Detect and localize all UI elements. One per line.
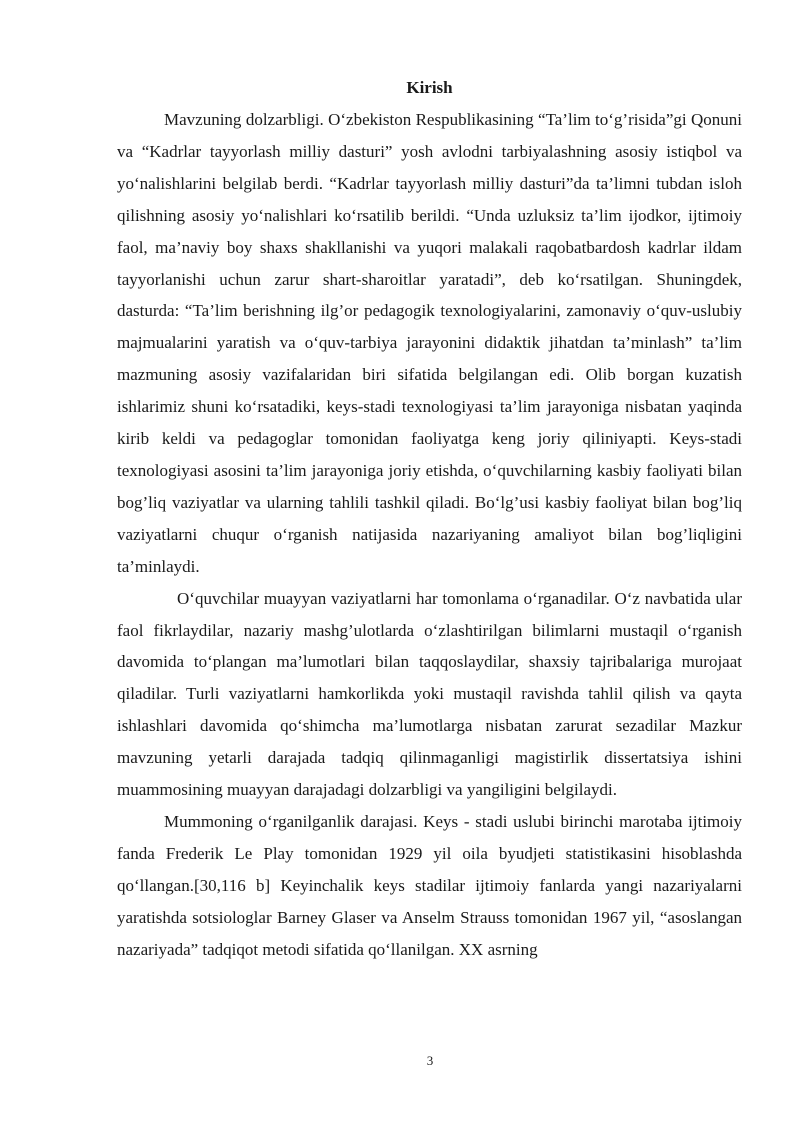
page-number: 3 [426, 1053, 434, 1068]
paragraph-relevance: Mavzuning dolzarbligi. O‘zbekiston Respublikasining “Ta’lim to‘g’risida”gi Qonuni va “Kadrlar tayyorlash milliy dasturi” yosh avlodni tarbiyalashning asosiy istiqbol va yo‘nalishlarini belgilab berdi. “Kadrlar tayyorlash milliy dasturi”da ta’limni tubdan isloh qilishning asosiy yo‘nalishlari ko‘rsatilib berildi. “Unda uzluksiz ta’lim ijodkor, ijtimoiy faol, ma’naviy boy shaxs shakllanishi va yuqori malakali raqobatbardosh kadrlar ildam tayyorlanishi uchun zarur shart-sharoitlar yaratadi”, deb ko‘rsatilgan. Shuningdek, dasturda: “Ta’lim berishning ilg’or pedagogik texnologiyalarini, zamonaviy o‘quv-uslubiy majmualarini yaratish va o‘quv-tarbiya jarayonini didaktik jihatdan ta’minlash” ta’lim mazmuning asosiy vazifalaridan biri sifatida belgilangan edi. Olib borgan kuzatish ishlarimiz shuni ko‘rsatadiki, keys-stadi texnologiyasi ta’lim jarayoniga nisbatan yaqinda kirib keldi va pedagoglar tomonidan faoliyatga keng joriy qiliniyapti. Keys-stadi texnologiyasi asosini ta’lim jarayoniga joriy etishda, o‘quvchilarning kasbiy faoliyati bilan bog’liq vaziyatlar va ularning tahlili tashkil qiladi. Bo‘lg’usi kasbiy faoliyat bilan bog’liq vaziyatlarni chuqur o‘rganish natijasida nazariyaning amaliyot bilan bog’liqligini ta’minlaydi. [117, 110, 742, 576]
paragraph-students: O‘quvchilar muayyan vaziyatlarni har tomonlama o‘rganadilar. O‘z navbatida ular faol fikrlaydilar, nazariy mashg’ulotlarda o‘zlashtirilgan bilimlarni mustaqil o‘rganish davomida to‘plangan ma’lumotlari bilan taqqoslaydilar, shaxsiy tajribalariga murojaat qiladilar. Turli vaziyatlarni hamkorlikda yoki mustaqil ravishda tahlil qilish va qayta ishlashlari davomida qo‘shimcha ma’lumotlarga nisbatan zarurat sezadilar Mazkur mavzuning yetarli darajada tadqiq qilinmaganligi magistirlik dissertatsiya ishini muammosining muayyan darajadagi dolzarbligi va yangiligini belgilaydi. [117, 588, 742, 800]
paragraph-study-level: Mummoning o‘rganilganlik darajasi. Keys - stadi uslubi birinchi marotaba ijtimoiy fanda Frederik Le Play tomonidan 1929 yil oila byudjeti statistikasini hisoblashda qo‘llangan.[30,116 b] Keyinchalik keys stadilar ijtimoiy fanlarda yangi nazariyalarni yaratishda sotsiologlar Barney Glaser va Anselm Strauss tomonidan 1967 yil, “asoslangan nazariyada” tadqiqot metodi sifatida qo‘llanilgan. XX asrning [117, 811, 742, 959]
section-heading: Kirish [406, 78, 453, 97]
document-page [117, 76, 742, 965]
